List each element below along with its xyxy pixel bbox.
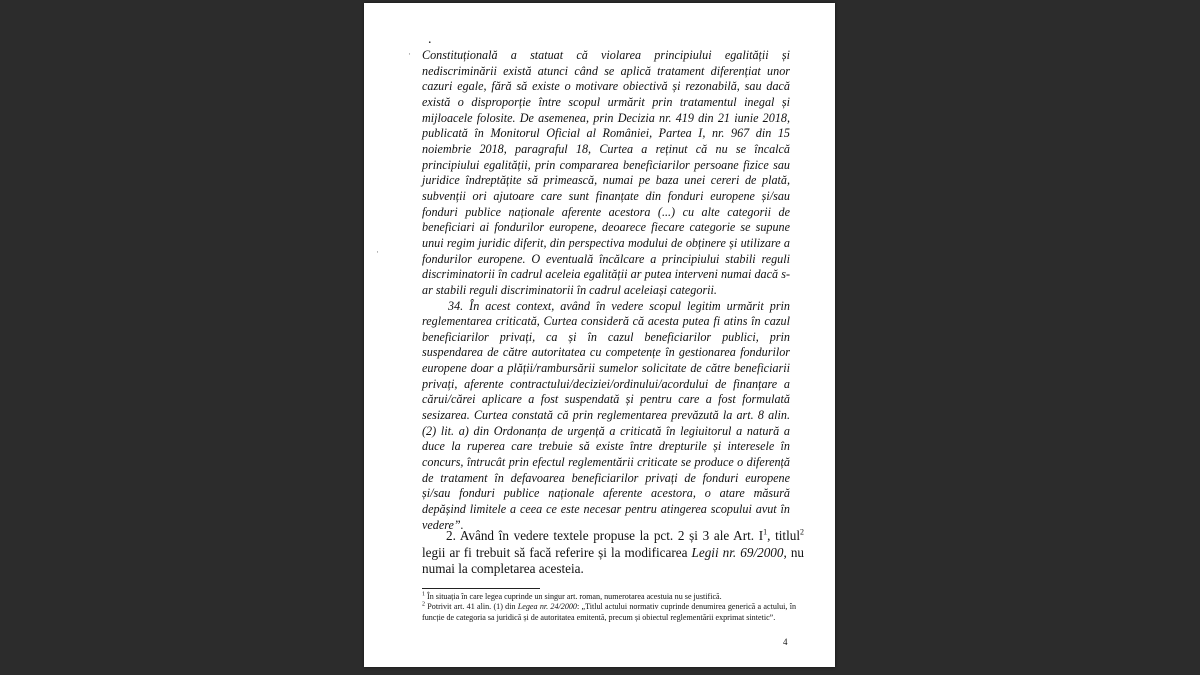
top-mark: . [428,32,432,47]
observation-point-2: 2. Având în vedere textele propuse la pct. 2 și 3 ale Art. $I^1$, titlul$^2$ legii ar fi trebuit să facă referire și la modificarea Legii nr. 69/2000, nu numai la completarea acesteia. [422,527,805,577]
margin-mark: · [408,49,411,59]
footnote-ref[interactable]: 1 [763,527,768,537]
law-reference: Legii nr. 69/2000 [691,544,784,560]
footnotes [422,592,796,623]
footnote: $^2$ Potrivit art. 41 alin. (1) din Legea nr. 24/2000: „Titlul actului normativ cuprinde denumirea generică a actului, în funcție de categoria sa juridică și de autoritatea emitentă, precum și obiectul reglementării exprimat sintetic”. [422,601,797,622]
quoted-decision-text [422,48,790,533]
quote-paragraph: Constituțională a statuat că violarea principiului egalității și nediscriminării există atunci când se aplică tratament diferențiat unor cazuri egale, fără să existe o motivare obiectivă și rezonabilă, sau dacă există o disproporție între scopul urmărit prin tratamentul inegal și mijloacele folosite. De asemenea, prin Decizia nr. 419 din 21 iunie 2018, publicată în Monitorul Oficial al României, Partea I, nr. 967 din 15 noiembrie 2018, paragraful 18, Curtea a reținut că nu se încalcă principiului egalității, prin compararea beneficiarilor persoane fizice sau juridice îndreptățite să primească, numai pe baza unei cereri de plată, subvenții ori ajutoare care sunt finanțate din fonduri europene și/sau fonduri publice naționale aferente acestora (...) cu alte categorii de beneficiari ai fondurilor europene, deoarece fiecare categorie se supune unui regim juridic diferit, din perspectiva modului de obținere și utilizare a fondurilor europene. O eventuală încălcare a principiului stabili reguli discriminatorii în cadrul aceleia egalității ar putea interveni numai dacă s-ar stabili reguli discriminatorii în cadrul aceleiași categorii. [422,48,790,297]
footnote: $^1$ În situația în care legea cuprinde un singur art. roman, numerotarea acestuia nu se justifică. [422,591,722,601]
quote-paragraph: 34. În acest context, având în vedere scopul legitim urmărit prin reglementarea criticată, Curtea consideră că acesta putea fi atins în cazul beneficiarilor privați, ca și în cazul beneficiarilor publici, prin suspendarea de către autoritatea cu competențe în gestionarea fondurilor europene doar a plății/rambursării sumelor solicitate de către beneficiarii privați, aferente contractului/deciziei/ordinului/acordului de finanțare a cărui/cărei aplicare a fost suspendată și pentru care a fost formulată sesizarea. Curtea constată că prin reglementarea prevăzută la art. 8 alin. (2) lit. a) din Ordonanța de urgență a criticată în legiuitorul a natură a duce la ruperea care trebuie să existe între drepturile și interesele în concurs, întrucât prin efectul reglementării criticate se produce o diferență de tratament în defavoarea beneficiarilor privați de fonduri europene și/sau fonduri publice naționale aferente acestora, o atare măsură depășind limitele a ceea ce este necesar pentru atingerea scopului avut în vedere”. [422,298,790,532]
document-page [364,3,835,667]
footnote-ref[interactable]: 2 [800,527,805,537]
footnote-divider [422,588,540,589]
margin-mark: · [376,247,379,257]
page-number: 4 [783,637,788,647]
